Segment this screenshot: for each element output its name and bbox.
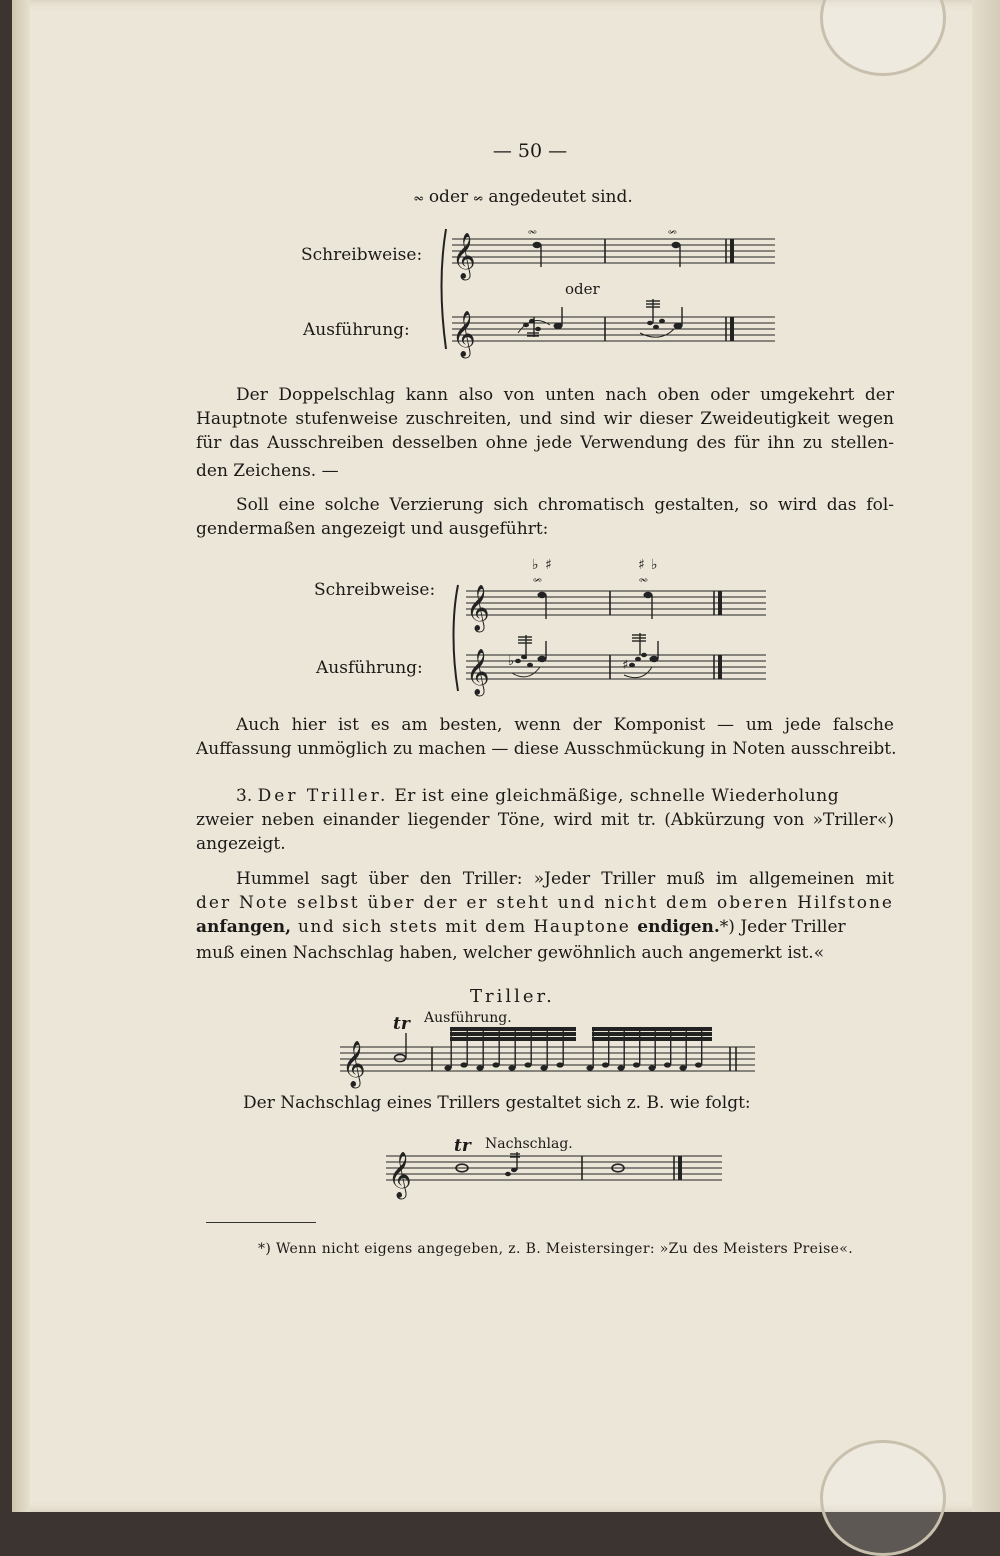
label-ausfuehrung-1: Ausführung: bbox=[303, 320, 410, 340]
ausfuehrung-label-small: Ausführung. bbox=[424, 1010, 512, 1026]
label-schreibweise-1: Schreibweise: bbox=[301, 245, 423, 265]
tr-marking-1: tr bbox=[393, 1014, 410, 1034]
svg-text:𝄞: 𝄞 bbox=[342, 1041, 366, 1087]
intro-line: 𝆗 oder 𝆘 angedeutet sind. bbox=[414, 187, 633, 207]
tr-marking-2: tr bbox=[454, 1136, 471, 1156]
svg-text:𝄞: 𝄞 bbox=[452, 311, 476, 357]
triller-definition: Er ist eine gleichmäßige, schnelle Wiederholung bbox=[388, 786, 840, 806]
paragraph-triller-line-1 bbox=[236, 783, 894, 809]
svg-text:𝄞: 𝄞 bbox=[466, 649, 490, 695]
svg-text:𝄞: 𝄞 bbox=[466, 585, 490, 631]
paragraph-komponist-line-1: Auch hier ist es am besten, wenn der Komponist — um jede falsche bbox=[236, 715, 894, 735]
hummel-mid: und sich stets mit dem Hauptone bbox=[291, 917, 638, 937]
paragraph-triller-line-3: angezeigt. bbox=[196, 834, 286, 854]
svg-text:𝆘: 𝆘 bbox=[533, 568, 542, 587]
page-number: — 50 — bbox=[492, 140, 568, 162]
svg-text:𝄞: 𝄞 bbox=[388, 1152, 412, 1198]
paragraph-komponist-line-2: Auffassung unmöglich zu machen — diese Ausschmückung in Noten ausschreibt. bbox=[196, 739, 897, 759]
emphasis-anfangen: anfangen, bbox=[196, 917, 292, 937]
music-example-nachschlag bbox=[386, 1148, 726, 1198]
svg-text:♯: ♯ bbox=[545, 557, 552, 573]
paragraph-nachschlag: Der Nachschlag eines Trillers gestaltet sich z. B. wie folgt: bbox=[243, 1093, 751, 1113]
svg-text:♭: ♭ bbox=[508, 654, 515, 669]
page-gutter bbox=[12, 0, 30, 1512]
svg-text:𝆘: 𝆘 bbox=[668, 220, 677, 239]
paragraph-doppelschlag-line-3: für das Ausschreiben desselben ohne jede Verwendung des für ihn zu stellen- bbox=[196, 433, 894, 453]
paragraph-doppelschlag-line-1: Der Doppelschlag kann also von unten nach oben oder umgekehrt der bbox=[236, 385, 894, 405]
paragraph-hummel-line-2: der Note selbst über der er steht und nicht dem oberen Hilfstone bbox=[196, 893, 894, 913]
paragraph-hummel-line-4: muß einen Nachschlag haben, welcher gewöhnlich auch angemerkt ist.« bbox=[196, 943, 825, 963]
svg-text:𝄞: 𝄞 bbox=[452, 233, 476, 279]
section-number: 3. bbox=[236, 786, 258, 806]
svg-text:♯: ♯ bbox=[622, 658, 629, 673]
label-ausfuehrung-2: Ausführung: bbox=[316, 658, 423, 678]
photo-corner-bottom-right bbox=[820, 1440, 946, 1556]
triller-example-title: Triller. bbox=[470, 986, 555, 1007]
paragraph-chromatisch-line-1: Soll eine solche Verzierung sich chromatisch gestalten, so wird das fol- bbox=[236, 495, 894, 515]
svg-text:♭: ♭ bbox=[651, 557, 658, 573]
label-oder: oder bbox=[565, 280, 600, 298]
page-right-edge bbox=[972, 0, 1000, 1512]
emphasis-endigen: endigen. bbox=[637, 917, 720, 937]
svg-text:𝆗: 𝆗 bbox=[528, 220, 537, 239]
music-example-1 bbox=[440, 220, 780, 357]
music-example-triller bbox=[340, 1025, 760, 1087]
paragraph-triller-line-2: zweier neben einander liegender Töne, wird mit tr. (Abkürzung von »Triller«) bbox=[196, 810, 894, 830]
svg-text:𝆗: 𝆗 bbox=[639, 568, 648, 587]
paragraph-doppelschlag-line-2: Hauptnote stufenweise zuschreiten, und sind wir dieser Zweideutigkeit wegen bbox=[196, 409, 894, 429]
svg-text:♭: ♭ bbox=[532, 557, 539, 573]
music-example-2 bbox=[452, 555, 772, 695]
footnote-rule bbox=[206, 1222, 316, 1223]
label-schreibweise-2: Schreibweise: bbox=[314, 580, 436, 600]
trill-notes-group bbox=[444, 1029, 712, 1071]
footnote: *) Wenn nicht eigens angegeben, z. B. Meistersinger: »Zu des Meisters Preise«. bbox=[258, 1241, 853, 1257]
hummel-end: *) Jeder Triller bbox=[719, 917, 846, 937]
section-title-triller: Der Triller. bbox=[257, 786, 389, 806]
nachschlag-label: Nachschlag. bbox=[485, 1136, 573, 1152]
svg-text:♯: ♯ bbox=[638, 557, 645, 573]
paragraph-hummel-line-1: Hummel sagt über den Triller: »Jeder Triller muß im allgemeinen mit bbox=[236, 869, 894, 889]
paragraph-hummel-line-3 bbox=[196, 914, 894, 940]
paragraph-chromatisch-line-2: gendermaßen angezeigt und ausgeführt: bbox=[196, 519, 549, 539]
paragraph-doppelschlag-line-4: den Zeichens. — bbox=[196, 461, 339, 481]
